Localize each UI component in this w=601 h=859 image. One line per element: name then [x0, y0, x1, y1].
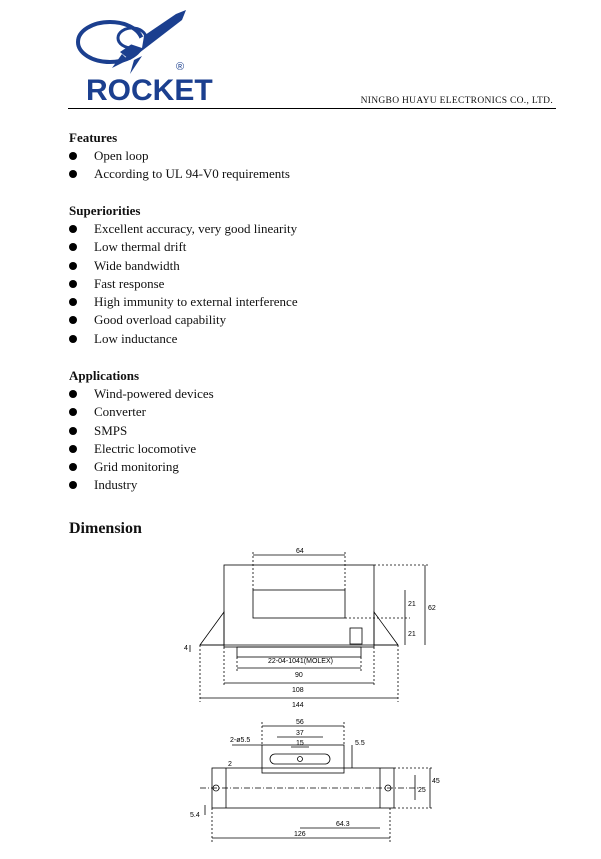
bullet-icon [69, 316, 77, 324]
bullet-icon [69, 408, 77, 416]
list-item: Wide bandwidth [69, 257, 298, 275]
dim-label: 90 [295, 672, 303, 679]
bullet-icon [69, 335, 77, 343]
bullet-icon [69, 427, 77, 435]
list-item: Good overload capability [69, 311, 298, 329]
dim-label: 64 [296, 548, 304, 555]
features-list [69, 147, 290, 184]
company-name: NINGBO HUAYU ELECTRONICS CO., LTD. [360, 96, 553, 106]
list-item: Fast response [69, 275, 298, 293]
bullet-icon [69, 445, 77, 453]
dim-label: 15 [296, 740, 304, 747]
dim-label: 5.4 [190, 812, 200, 819]
registered-mark: ® [176, 61, 185, 73]
superiorities-list [69, 220, 298, 348]
dim-label: 64.3 [336, 821, 350, 828]
list-item: Low inductance [69, 330, 298, 348]
connector-label: 22-04-1041(MOLEX) [268, 658, 333, 665]
dim-label: 37 [296, 730, 304, 737]
dimension-drawing [180, 545, 440, 845]
dim-label: 2 [228, 761, 232, 768]
dim-label: 126 [294, 831, 306, 838]
list-item: Excellent accuracy, very good linearity [69, 220, 298, 238]
logo-text: ROCKET [86, 74, 213, 107]
superiorities-heading: Superiorities [69, 203, 141, 218]
dim-label: 25 [418, 787, 426, 794]
bullet-icon [69, 390, 77, 398]
list-item: SMPS [69, 422, 214, 440]
dimension-heading: Dimension [69, 520, 142, 537]
bullet-icon [69, 280, 77, 288]
dim-label: 56 [296, 719, 304, 726]
list-item: Industry [69, 476, 214, 494]
applications-list [69, 385, 214, 495]
dim-label: 5.5 [355, 740, 365, 747]
list-item: According to UL 94-V0 requirements [69, 165, 290, 183]
list-item: Wind-powered devices [69, 385, 214, 403]
list-item: Grid monitoring [69, 458, 214, 476]
bullet-icon [69, 225, 77, 233]
bullet-icon [69, 262, 77, 270]
dim-label: 2-ø5.5 [230, 737, 251, 744]
list-item: Converter [69, 403, 214, 421]
bullet-icon [69, 152, 77, 160]
dim-label: 108 [292, 687, 304, 694]
dim-label: 21 [408, 601, 416, 608]
dim-label: 45 [432, 778, 440, 785]
bullet-icon [69, 170, 77, 178]
list-item: Low thermal drift [69, 238, 298, 256]
features-heading: Features [69, 130, 118, 145]
bullet-icon [69, 463, 77, 471]
list-item: High immunity to external interference [69, 293, 298, 311]
bullet-icon [69, 298, 77, 306]
list-item: Open loop [69, 147, 290, 165]
rocket-logo [72, 8, 213, 107]
bullet-icon [69, 481, 77, 489]
dim-label: 144 [292, 702, 304, 709]
dim-label: 62 [428, 605, 436, 612]
list-item: Electric locomotive [69, 440, 214, 458]
dim-label: 21 [408, 631, 416, 638]
bullet-icon [69, 243, 77, 251]
dim-label: 4 [184, 645, 188, 652]
applications-heading: Applications [69, 368, 140, 383]
header-divider [68, 108, 556, 109]
